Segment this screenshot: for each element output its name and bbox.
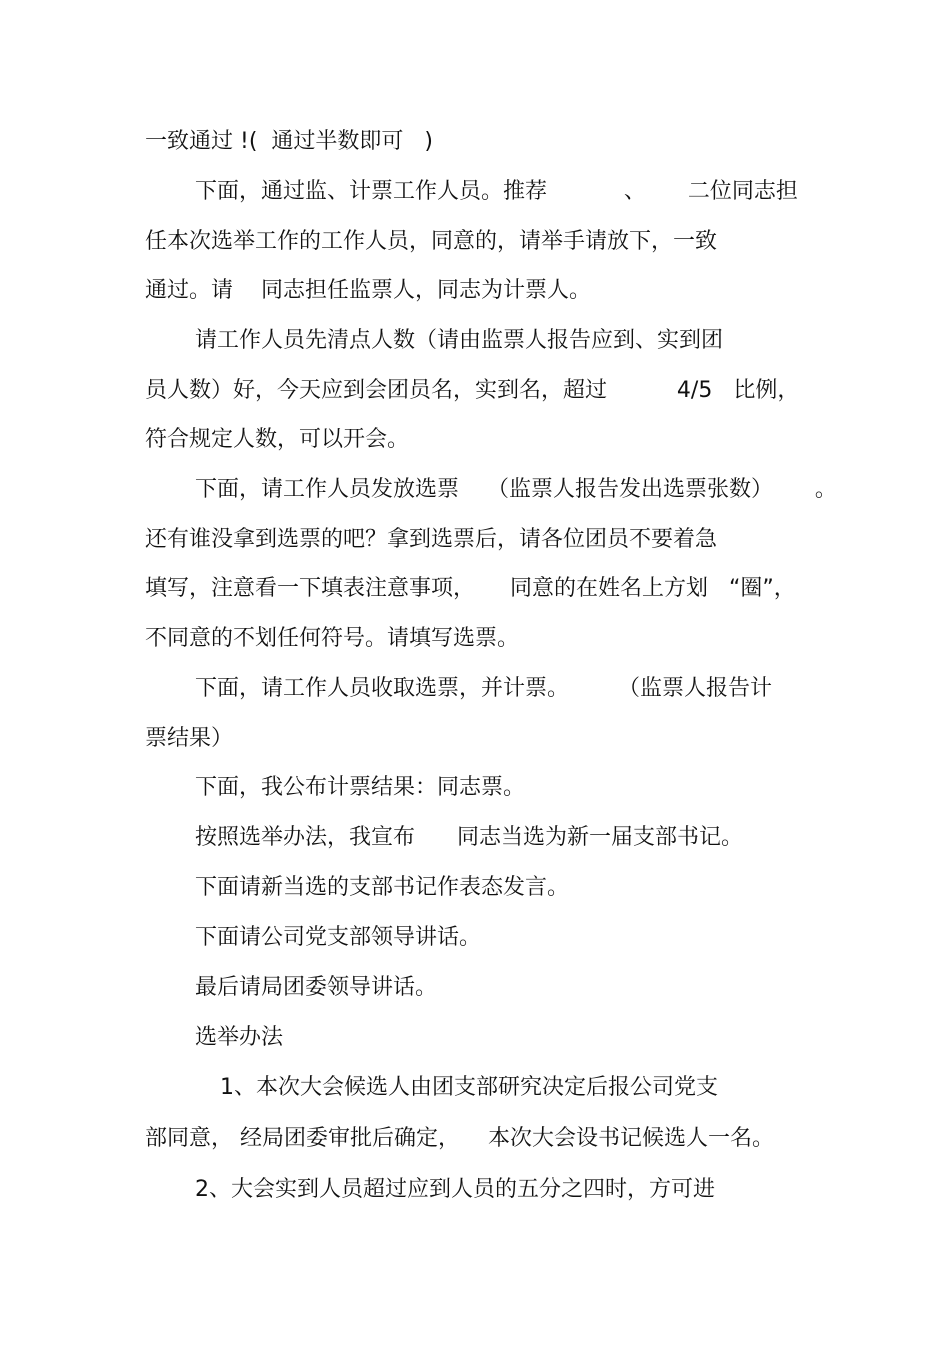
text-line: 部同意， 经局团委审批后确定， 本次大会设书记候选人一名。 — [145, 1126, 774, 1151]
text-line: 通过。请 同志担任监票人，同志为计票人。 — [145, 278, 591, 303]
text-line: 票结果） — [145, 726, 234, 751]
text-line: 员人数）好，今天应到会团员名，实到名，超过 4/5 比例， — [145, 378, 800, 403]
text-line: 请工作人员先清点人数（请由监票人报告应到、实到团 — [195, 328, 724, 353]
text-line: 还有谁没拿到选票的吧？拿到选票后，请各位团员不要着急 — [145, 527, 718, 552]
text-line: 任本次选举工作的工作人员，同意的，请举手请放下，一致 — [145, 229, 718, 254]
text-line: 不同意的不划任何符号。请填写选票。 — [145, 626, 520, 651]
text-line: 下面请公司党支部领导讲话。 — [195, 925, 482, 950]
text-line: 最后请局团委领导讲话。 — [195, 975, 438, 1000]
text-line: 按照选举办法，我宣布 同志当选为新一届支部书记。 — [195, 825, 743, 850]
text-line: 2、大会实到人员超过应到人员的五分之四时，方可进 — [195, 1177, 715, 1202]
section-heading: 选举办法 — [195, 1025, 284, 1050]
text-line: 下面，请工作人员收取选票，并计票。 （监票人报告计 — [195, 676, 772, 701]
text-line: 1、本次大会候选人由团支部研究决定后报公司党支 — [220, 1075, 718, 1100]
text-line: 填写，注意看一下填表注意事项， 同意的在姓名上方划 “圈”， — [145, 576, 796, 601]
text-line: 一致通过 !( 通过半数即可 ) — [145, 129, 433, 154]
text-line: 下面，我公布计票结果：同志票。 — [195, 775, 526, 800]
text-line: 符合规定人数，可以开会。 — [145, 427, 410, 452]
text-line: 下面请新当选的支部书记作表态发言。 — [195, 875, 570, 900]
text-line: 下面，请工作人员发放选票 （监票人报告发出选票张数） 。 — [195, 477, 837, 502]
text-line: 下面，通过监、计票工作人员。推荐 、 二位同志担 — [195, 179, 798, 204]
